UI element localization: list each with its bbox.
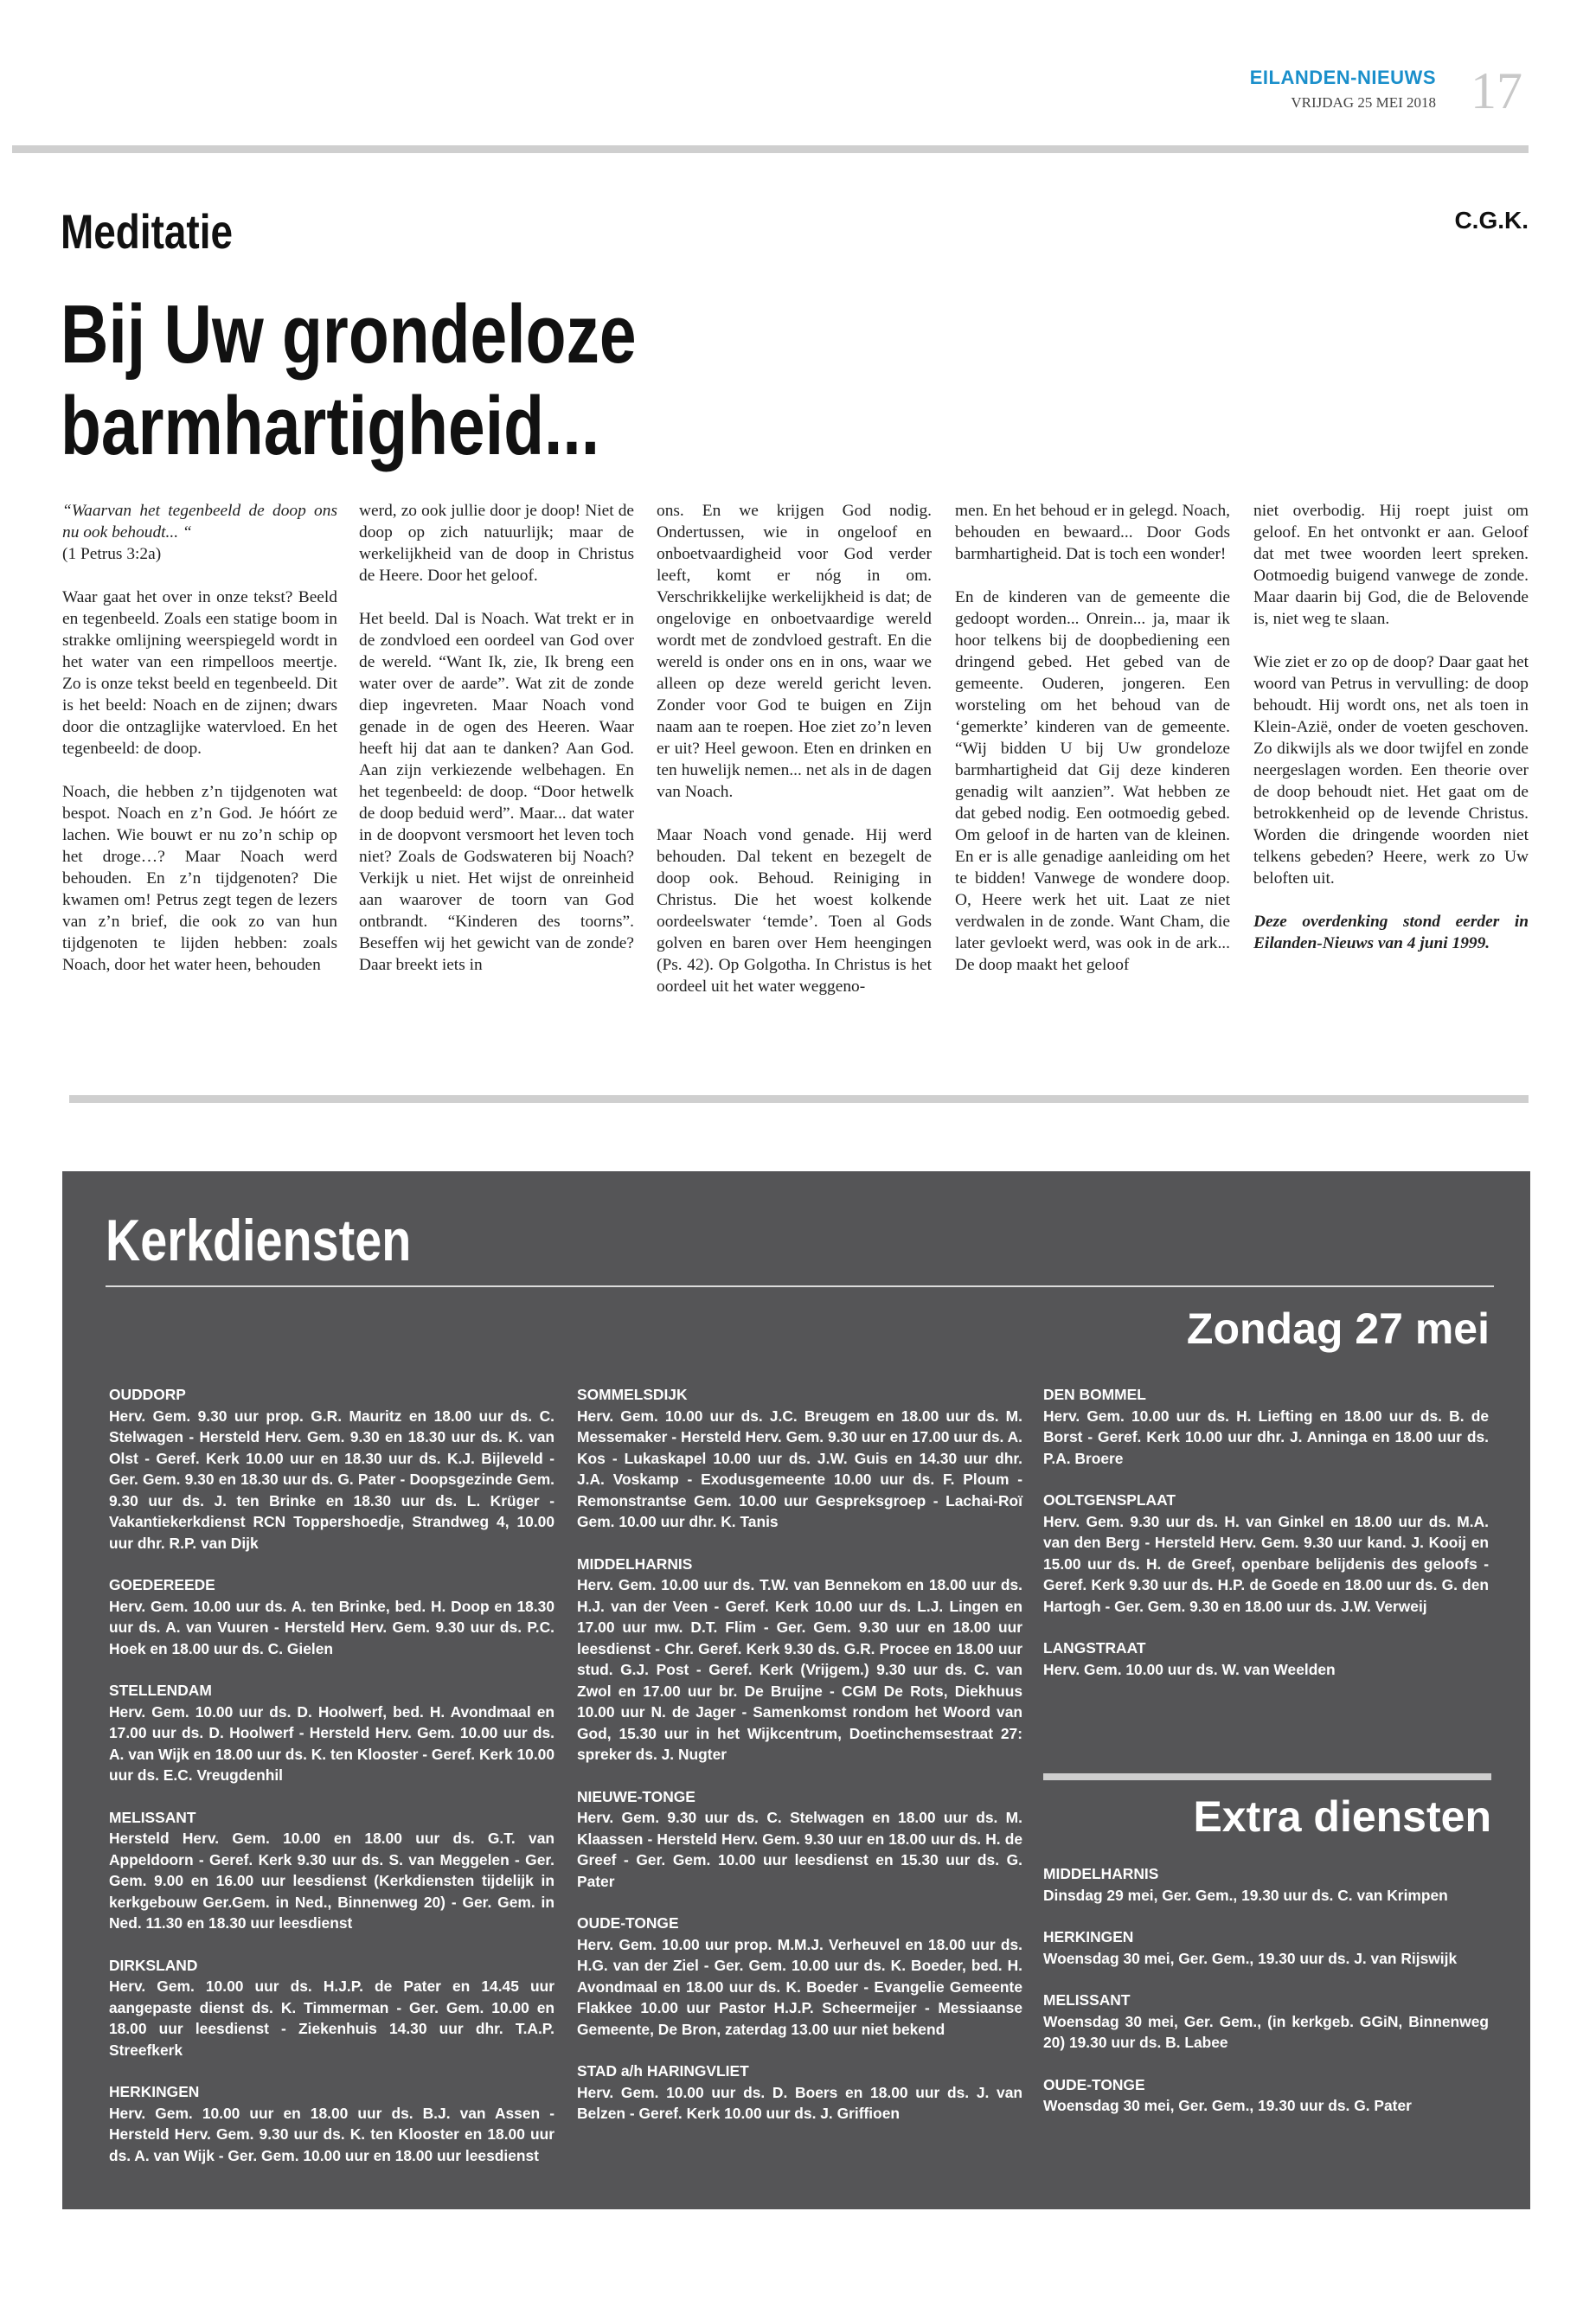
service-entry <box>109 1807 554 1934</box>
services-column-3 <box>1043 1384 1489 1701</box>
services-date-heading: Zondag 27 mei <box>1186 1304 1490 1353</box>
service-details: Herv. Gem. 10.00 uur ds. W. van Weelden <box>1043 1660 1336 1678</box>
service-entry <box>577 1913 1022 2040</box>
extra-services-heading: Extra diensten <box>1193 1792 1491 1841</box>
article-paragraph: Noach, die hebben z’n tijdgenoten wat bespot. Noach en z’n God. Je hóórt ze lachen. Wie bouwt er nu zo’n schip op het droge…? Maar Noach werd behouden. En z’n tijdgenoten? Die kwamen om! Petrus zegt tegen de lezers van z’n brief, die ook zo van hun tijdgenoten te lijden hebben: zoals Noach, door het water heen, behouden <box>62 783 337 974</box>
service-entry <box>577 1786 1022 1893</box>
article-column-4 <box>955 500 1230 976</box>
service-details: Herv. Gem. 10.00 uur en 18.00 uur ds. B.J. van Assen - Hersteld Herv. Gem. 9.30 uur ds. K. ten Klooster en 18.00 uur ds. A. van Wijk - Ger. Gem. 10.00 uur en 18.00 uur leesdienst <box>109 2104 554 2164</box>
service-details: Woensdag 30 mei, Ger. Gem., 19.30 uur ds. J. van Rijswijk <box>1043 1949 1458 1967</box>
service-details: Herv. Gem. 9.30 uur ds. H. van Ginkel en 18.00 uur ds. M.A. van den Berg - Hersteld Herv. Gem. 9.30 uur kand. J. Kooij en 15.00 uur ds. H. de Greef, openbare belijdenis des geloofs - Geref. Kerk 9.30 uur ds. H.P. de Goede en 18.00 uur ds. G. den Hartogh - Ger. Gem. 9.30 en 18.00 uur ds. J.W. Verweij <box>1043 1512 1489 1615</box>
service-details: Herv. Gem. 10.00 uur ds. T.W. van Bennekom en 18.00 uur ds. H.J. van der Veen - Geref. Kerk 10.00 uur ds. L.J. Lingen en 17.00 uur mw. D.T. Flim - Ger. Gem. 9.30 uur en 18.00 uur leesdienst - Chr. Geref. Kerk 9.30 ds. G.R. Procee en 18.00 uur stud. G.J. Post - Geref. Kerk (Vrijgem.) 9.30 uur ds. C. van Zwol en 17.00 uur br. De Bruijne - CGM De Rots, Diekhuus 10.00 uur N. de Jager - Samenkomst rondom het Woord van God, 15.30 uur in het Wijkcentrum, Doetinchemsestraat 27: spreker ds. J. Nugter <box>577 1576 1022 1763</box>
service-place: MIDDELHARNIS <box>1043 1865 1159 1882</box>
article-paragraph: Wie ziet er zo op de doop? Daar gaat het woord van Petrus in vervulling: de doop behoudt. Hij wordt ons, net als toen in Klein-Azië, onder de voeten geschoven. Zo dikwijls als we door twijfel en zonde neergeslagen worden. Een theorie over de doop behoudt niet. Het gaat om de betrokkenheid op de levende Christus. Worden die dringende woorden niet telkens gebeden? Heere, werk zo Uw beloften uit. <box>1253 653 1529 888</box>
service-details: Herv. Gem. 10.00 uur prop. M.M.J. Verheuvel en 18.00 uur ds. H.G. van der Ziel - Ger. Gem. 10.00 uur ds. K. Boeder, bed. H. Avondmaal en 18.00 uur ds. K. Boeder - Evangelie Gemeente Flakkee 10.00 uur Pastor H.J.P. Scheermeijer - Messiaanse Gemeente, De Bron, zaterdag 13.00 uur niet bekend <box>577 1935 1022 2038</box>
service-entry <box>1043 1863 1489 1906</box>
service-details: Herv. Gem. 9.30 uur ds. C. Stelwagen en 18.00 uur ds. M. Klaassen - Hersteld Herv. Gem. 9.30 uur en 18.00 uur ds. H. de Greef - Ger. Gem. 10.00 uur leesdienst en 15.30 uur ds. G. Pater <box>577 1809 1022 1890</box>
service-place: OUDE-TONGE <box>577 1914 679 1932</box>
service-place: MELISSANT <box>109 1808 196 1826</box>
service-place: DIRKSLAND <box>109 1956 198 1974</box>
service-place: MIDDELHARNIS <box>577 1554 693 1573</box>
church-tag: C.G.K. <box>1454 207 1529 234</box>
services-column-1 <box>109 1384 554 2187</box>
masthead <box>1228 67 1436 112</box>
article-column-2 <box>359 500 634 976</box>
service-details: Herv. Gem. 10.00 uur ds. D. Hoolwerf, bed. H. Avondmaal en 17.00 uur ds. D. Hoolwerf - Hersteld Herv. Gem. 10.00 uur ds. A. van Wijk en 18.00 uur ds. K. ten Klooster - Geref. Kerk 10.00 uur ds. E.C. Vreugdenhil <box>109 1702 554 1784</box>
headline-line-1: Bij Uw grondeloze <box>61 288 637 381</box>
service-details: Herv. Gem. 10.00 uur ds. H.J.P. de Pater en 14.45 uur aangepaste dienst ds. K. Timmerman - Ger. Gem. 10.00 en 18.00 uur leesdienst - Ziekenhuis 14.30 uur dhr. T.A.P. Streefkerk <box>109 1977 554 2059</box>
service-entry <box>109 1955 554 2061</box>
article-column-3 <box>657 500 932 997</box>
service-place: OUDDORP <box>109 1386 186 1403</box>
newspaper-brand: EILANDEN-NIEUWS <box>1249 67 1436 88</box>
article-paragraph: Het beeld. Dal is Noach. Wat trekt er in de zondvloed een oordeel van God over de wereld. “Want Ik, zie, Ik breng een water over de aarde”. Wat zit de zonde diep ingevreten. Maar Noach vond genade in de ogen des Heeren. Waar heeft hij dat aan te danken? Aan God. Aan zijn verkiezende welbehagen. En het tegenbeeld: de doop. “Door hetwelk de doop beduid werd”. Maar... dat water in de doopvont versmoort het leven toch niet? Zoals de Godswateren bij Noach? Verkijk u niet. Het wijst de onreinheid aan waarover de toorn van God ontbrandt. “Kinderen des toorns”. Beseffen wij het gewicht van de zonde? Daar breekt iets in <box>359 610 634 974</box>
service-entry <box>1043 1384 1489 1469</box>
bible-reference: (1 Petrus 3:2a) <box>62 545 162 563</box>
service-place: DEN BOMMEL <box>1043 1386 1146 1403</box>
service-entry <box>109 1574 554 1659</box>
service-details: Herv. Gem. 10.00 uur ds. A. ten Brinke, bed. H. Doop en 18.30 uur ds. A. van Vuuren - Hersteld Herv. Gem. 9.30 uur ds. P.C. Hoek en 18.00 uur ds. C. Gielen <box>109 1597 554 1657</box>
extra-services-column <box>1043 1863 1489 2138</box>
service-details: Woensdag 30 mei, Ger. Gem., 19.30 uur ds. G. Pater <box>1043 2097 1412 2114</box>
article-paragraph: Maar Noach vond genade. Hij werd behouden. Dal tekent en bezegelt de doop ook. Behoud. Reiniging in Christus. Die het woest kolkende oordeelswater ‘temde’. Toen al Gods golven en baren over Hem heengingen (Ps. 42). Op Golgotha. In Christus is het oordeel uit het water weggeno- <box>657 826 932 996</box>
article-paragraph: Waar gaat het over in onze tekst? Beeld en tegenbeeld. Zoals een statige boom in strakke omlijning weerspiegeld wordt in het water van een rimpelloos meertje. Zo is onze tekst beeld en tegenbeeld. Dit is het beeld: Noach en de zijnen; dwars door die ontzaglijke watervloed. En het tegenbeeld: de doop. <box>62 588 337 758</box>
service-entry <box>577 1384 1022 1533</box>
service-entry <box>1043 2074 1489 2117</box>
article-column-1 <box>62 500 337 976</box>
article-headline <box>61 289 637 472</box>
service-details: Herv. Gem. 10.00 uur ds. J.C. Breugem en 18.00 uur ds. M. Messemaker - Hersteld Herv. Gem. 9.30 uur en 17.00 uur ds. A. Kos - Lukaskapel 10.00 uur ds. J.W. Guis en 14.30 uur dhr. J.A. Voskamp - Exodusgemeente 10.00 uur ds. F. Ploum - Remonstrantse Gem. 10.00 uur Gespreksgroep - Lachai-Roï Gem. 10.00 uur dhr. K. Tanis <box>577 1407 1022 1530</box>
service-place: HERKINGEN <box>1043 1928 1134 1945</box>
services-title: Kerkdiensten <box>106 1208 412 1273</box>
service-entry <box>109 1384 554 1554</box>
section-divider <box>69 1095 1529 1103</box>
article-paragraph: men. En het behoud er in gelegd. Noach, behouden en bewaard... Door Gods barmhartigheid. Dat is toch een wonder! <box>955 502 1230 563</box>
service-entry <box>577 2061 1022 2125</box>
bible-quote: “Waarvan het tegenbeeld de doop ons nu ook behoudt... “ <box>62 502 337 542</box>
service-entry <box>1043 1638 1489 1680</box>
service-place: MELISSANT <box>1043 1991 1131 2009</box>
service-place: SOMMELSDIJK <box>577 1386 688 1403</box>
article-paragraph: werd, zo ook jullie door je doop! Niet de doop op zich natuurlijk; maar de werkelijkheid van de doop in Christus de Heere. Door het geloof. <box>359 502 634 585</box>
article-column-5 <box>1253 500 1529 954</box>
service-place: OOLTGENSPLAAT <box>1043 1491 1176 1509</box>
article-paragraph: ons. En we krijgen God nodig. Ondertussen, wie in ongeloof en onboetvaardigheid voor God verder leeft, komt er nóg in om. Verschrikkelijke werkelijkheid is dat; de ongelovige en onboetvaardige wereld wordt met de zondvloed gestraft. En die wereld is onder ons en in ons, waar we alleen op deze wereld gericht leven. Zonder voor God te buigen en Zijn naam aan te roepen. Hoe ziet zo’n leven er uit? Heel gewoon. Eten en drinken en ten huwelijk nemen... net als in de dagen van Noach. <box>657 502 932 801</box>
service-place: GOEDEREEDE <box>109 1576 215 1593</box>
services-title-rule <box>106 1285 1494 1287</box>
service-entry <box>577 1554 1022 1766</box>
service-details: Hersteld Herv. Gem. 10.00 en 18.00 uur ds. G.T. van Appeldoorn - Geref. Kerk 9.30 uur ds. S. van Meggelen - Ger. Gem. 9.00 en 16.00 uur leesdienst (Kerkdiensten tijdelijk in kerkgebouw Ger.Gem. in Ned., Binnenweg 20) - Ger. Gem. in Ned. 11.30 en 18.30 uur leesdienst <box>109 1830 554 1932</box>
extra-services-divider <box>1043 1773 1491 1780</box>
service-details: Herv. Gem. 9.30 uur prop. G.R. Mauritz en 18.00 uur ds. C. Stelwagen - Hersteld Herv. Gem. 9.30 en 18.30 uur ds. K. van Olst - Geref. Kerk 10.00 uur en 18.30 uur ds. K.J. Bijleveld - Ger. Gem. 9.30 en 18.30 uur ds. G. Pater - Doopsgezinde Gem. 9.30 uur ds. J. ten Brinke en 18.30 uur ds. L. Krüger - Vakantiekerkdienst RCN Toppershoedje, Strandweg 4, 10.00 uur dhr. R.P. van Dijk <box>109 1407 554 1552</box>
publication-note: Deze overdenking stond eerder in Eilanden-Nieuws van 4 juni 1999. <box>1253 913 1529 952</box>
section-label: Meditatie <box>61 204 234 259</box>
service-place: OUDE-TONGE <box>1043 2075 1145 2093</box>
service-place: LANGSTRAAT <box>1043 1639 1146 1657</box>
issue-date: VRIJDAG 25 MEI 2018 <box>1291 94 1436 111</box>
service-place: NIEUWE-TONGE <box>577 1787 695 1805</box>
service-entry <box>1043 1926 1489 1969</box>
service-details: Herv. Gem. 10.00 uur ds. D. Boers en 18.00 uur ds. J. van Belzen - Geref. Kerk 10.00 uur ds. J. Griffioen <box>577 2083 1022 2122</box>
article-paragraph: niet overbodig. Hij roept juist om geloof. En het ontvonkt er aan. Geloof dat met twee woorden leert spreken. Ootmoedig buigend vanwege de zonde. Maar daarin bij God, die de Belovende is, niet weg te slaan. <box>1253 502 1529 628</box>
service-entry <box>1043 1490 1489 1617</box>
article-paragraph: En de kinderen van de gemeente die gedoopt worden... Onrein... ja, maar ik hoor telkens bij de doopbediening een dringend gebed. Het gebed van de gemeente. Ouderen, jongeren. Een worsteling om het behoud van de ‘gemerkte’ kinderen van de gemeente. “Wij bidden U bij Uw grondeloze barmhartigheid dat Gij deze kinderen genadig wilt aanzien”. Wat hebben ze dat gebed nodig. Een ootmoedig gebed. Om geloof in de harten van de kleinen. En er is alle genadige aanleiding om het te bidden! Vanwege de wondere doop. O, Heere werk het uit. Laat ze niet verdwalen in de zonde. Want Cham, die later gevloekt werd, was ook in de ark... De doop maakt het geloof <box>955 588 1230 974</box>
services-column-2 <box>577 1384 1022 2145</box>
top-divider <box>12 145 1529 153</box>
service-place: STAD a/h HARINGVLIET <box>577 2062 749 2080</box>
service-details: Dinsdag 29 mei, Ger. Gem., 19.30 uur ds. C. van Krimpen <box>1043 1886 1448 1904</box>
page-number: 17 <box>1471 62 1522 119</box>
service-details: Herv. Gem. 10.00 uur ds. H. Liefting en 18.00 uur ds. B. de Borst - Geref. Kerk 10.00 uur dhr. J. Anninga en 18.00 uur ds. P.A. Broere <box>1043 1407 1489 1467</box>
service-details: Woensdag 30 mei, Ger. Gem., (in kerkgeb. GGiN, Binnenweg 20) 19.30 uur ds. B. Labee <box>1043 2012 1489 2051</box>
service-entry <box>1043 1990 1489 2054</box>
service-entry <box>109 1680 554 1786</box>
headline-line-2: barmhartigheid... <box>61 380 600 472</box>
service-place: STELLENDAM <box>109 1682 212 1699</box>
service-place: HERKINGEN <box>109 2083 200 2100</box>
service-entry <box>109 2081 554 2166</box>
